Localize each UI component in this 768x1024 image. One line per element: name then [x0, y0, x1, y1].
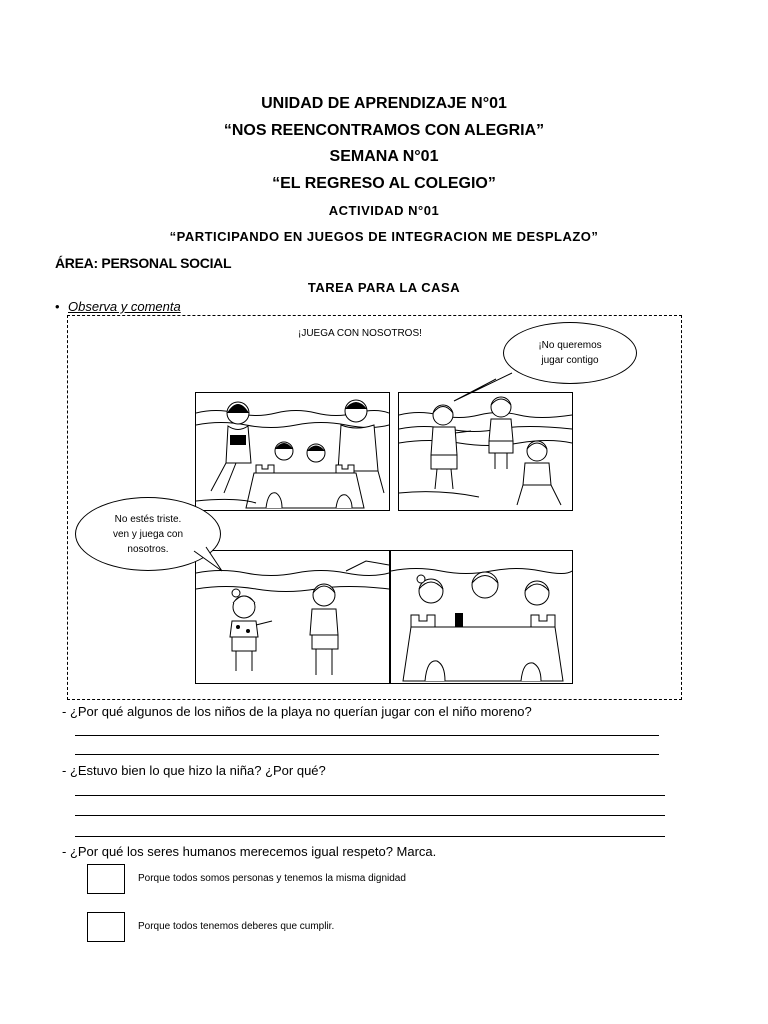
unit-title: “NOS REENCONTRAMOS CON ALEGRIA”: [223, 122, 545, 139]
activity-title: “PARTICIPANDO EN JUEGOS DE INTEGRACION ME DESPLAZO”: [169, 229, 599, 244]
question-3: - ¿Por qué los seres humanos merecemos igual respeto? Marca.: [62, 844, 437, 859]
task-heading: TAREA PARA LA CASA: [307, 280, 461, 295]
option-checkbox-2[interactable]: [87, 912, 125, 942]
answer-line[interactable]: [75, 815, 665, 816]
beach-children-drawing: [399, 393, 572, 510]
family-sandcastle-drawing: [196, 393, 389, 510]
observe-instruction: Observa y comenta: [68, 299, 181, 314]
question-2: - ¿Estuvo bien lo que hizo la niña? ¿Por qué?: [62, 763, 326, 778]
area-label: ÁREA: PERSONAL SOCIAL: [55, 255, 232, 271]
question-1: - ¿Por qué algunos de los niños de la playa no querían jugar con el niño moreno?: [62, 704, 532, 719]
week-heading: SEMANA N°01: [329, 148, 439, 165]
bubble-1-tail: [450, 365, 520, 405]
comic-panel-2: [398, 392, 573, 511]
bullet-dot: •: [55, 299, 60, 314]
bubble-2-line-1: No estés triste.: [114, 513, 182, 525]
bubble-1-line-2: jugar contigo: [541, 355, 599, 366]
answer-line[interactable]: [75, 795, 665, 796]
option-label-1: Porque todos somos personas y tenemos la misma dignidad: [138, 873, 406, 884]
comic-caption: ¡JUEGA CON NOSOTROS!: [298, 328, 422, 339]
bubble-2-line-2: ven y juega con: [112, 528, 184, 540]
week-title: “EL REGRESO AL COLEGIO”: [272, 175, 496, 192]
option-label-2: Porque todos tenemos deberes que cumplir.: [138, 921, 335, 932]
castle-building-drawing: [391, 551, 572, 683]
bubble-2-line-3: nosotros.: [127, 543, 169, 555]
answer-line[interactable]: [75, 735, 659, 736]
unit-heading: UNIDAD DE APRENDIZAJE N°01: [261, 95, 507, 112]
bubble-1-line-1: ¡No queremos: [538, 340, 602, 351]
activity-heading: ACTIVIDAD N°01: [328, 203, 440, 218]
comic-panel-4: [390, 550, 573, 684]
bubble-2-tail: [190, 545, 230, 575]
comic-panel-1: [195, 392, 390, 511]
speech-bubble-no-queremos: [503, 322, 637, 384]
answer-line[interactable]: [75, 754, 659, 755]
answer-line[interactable]: [75, 836, 665, 837]
option-checkbox-1[interactable]: [87, 864, 125, 894]
